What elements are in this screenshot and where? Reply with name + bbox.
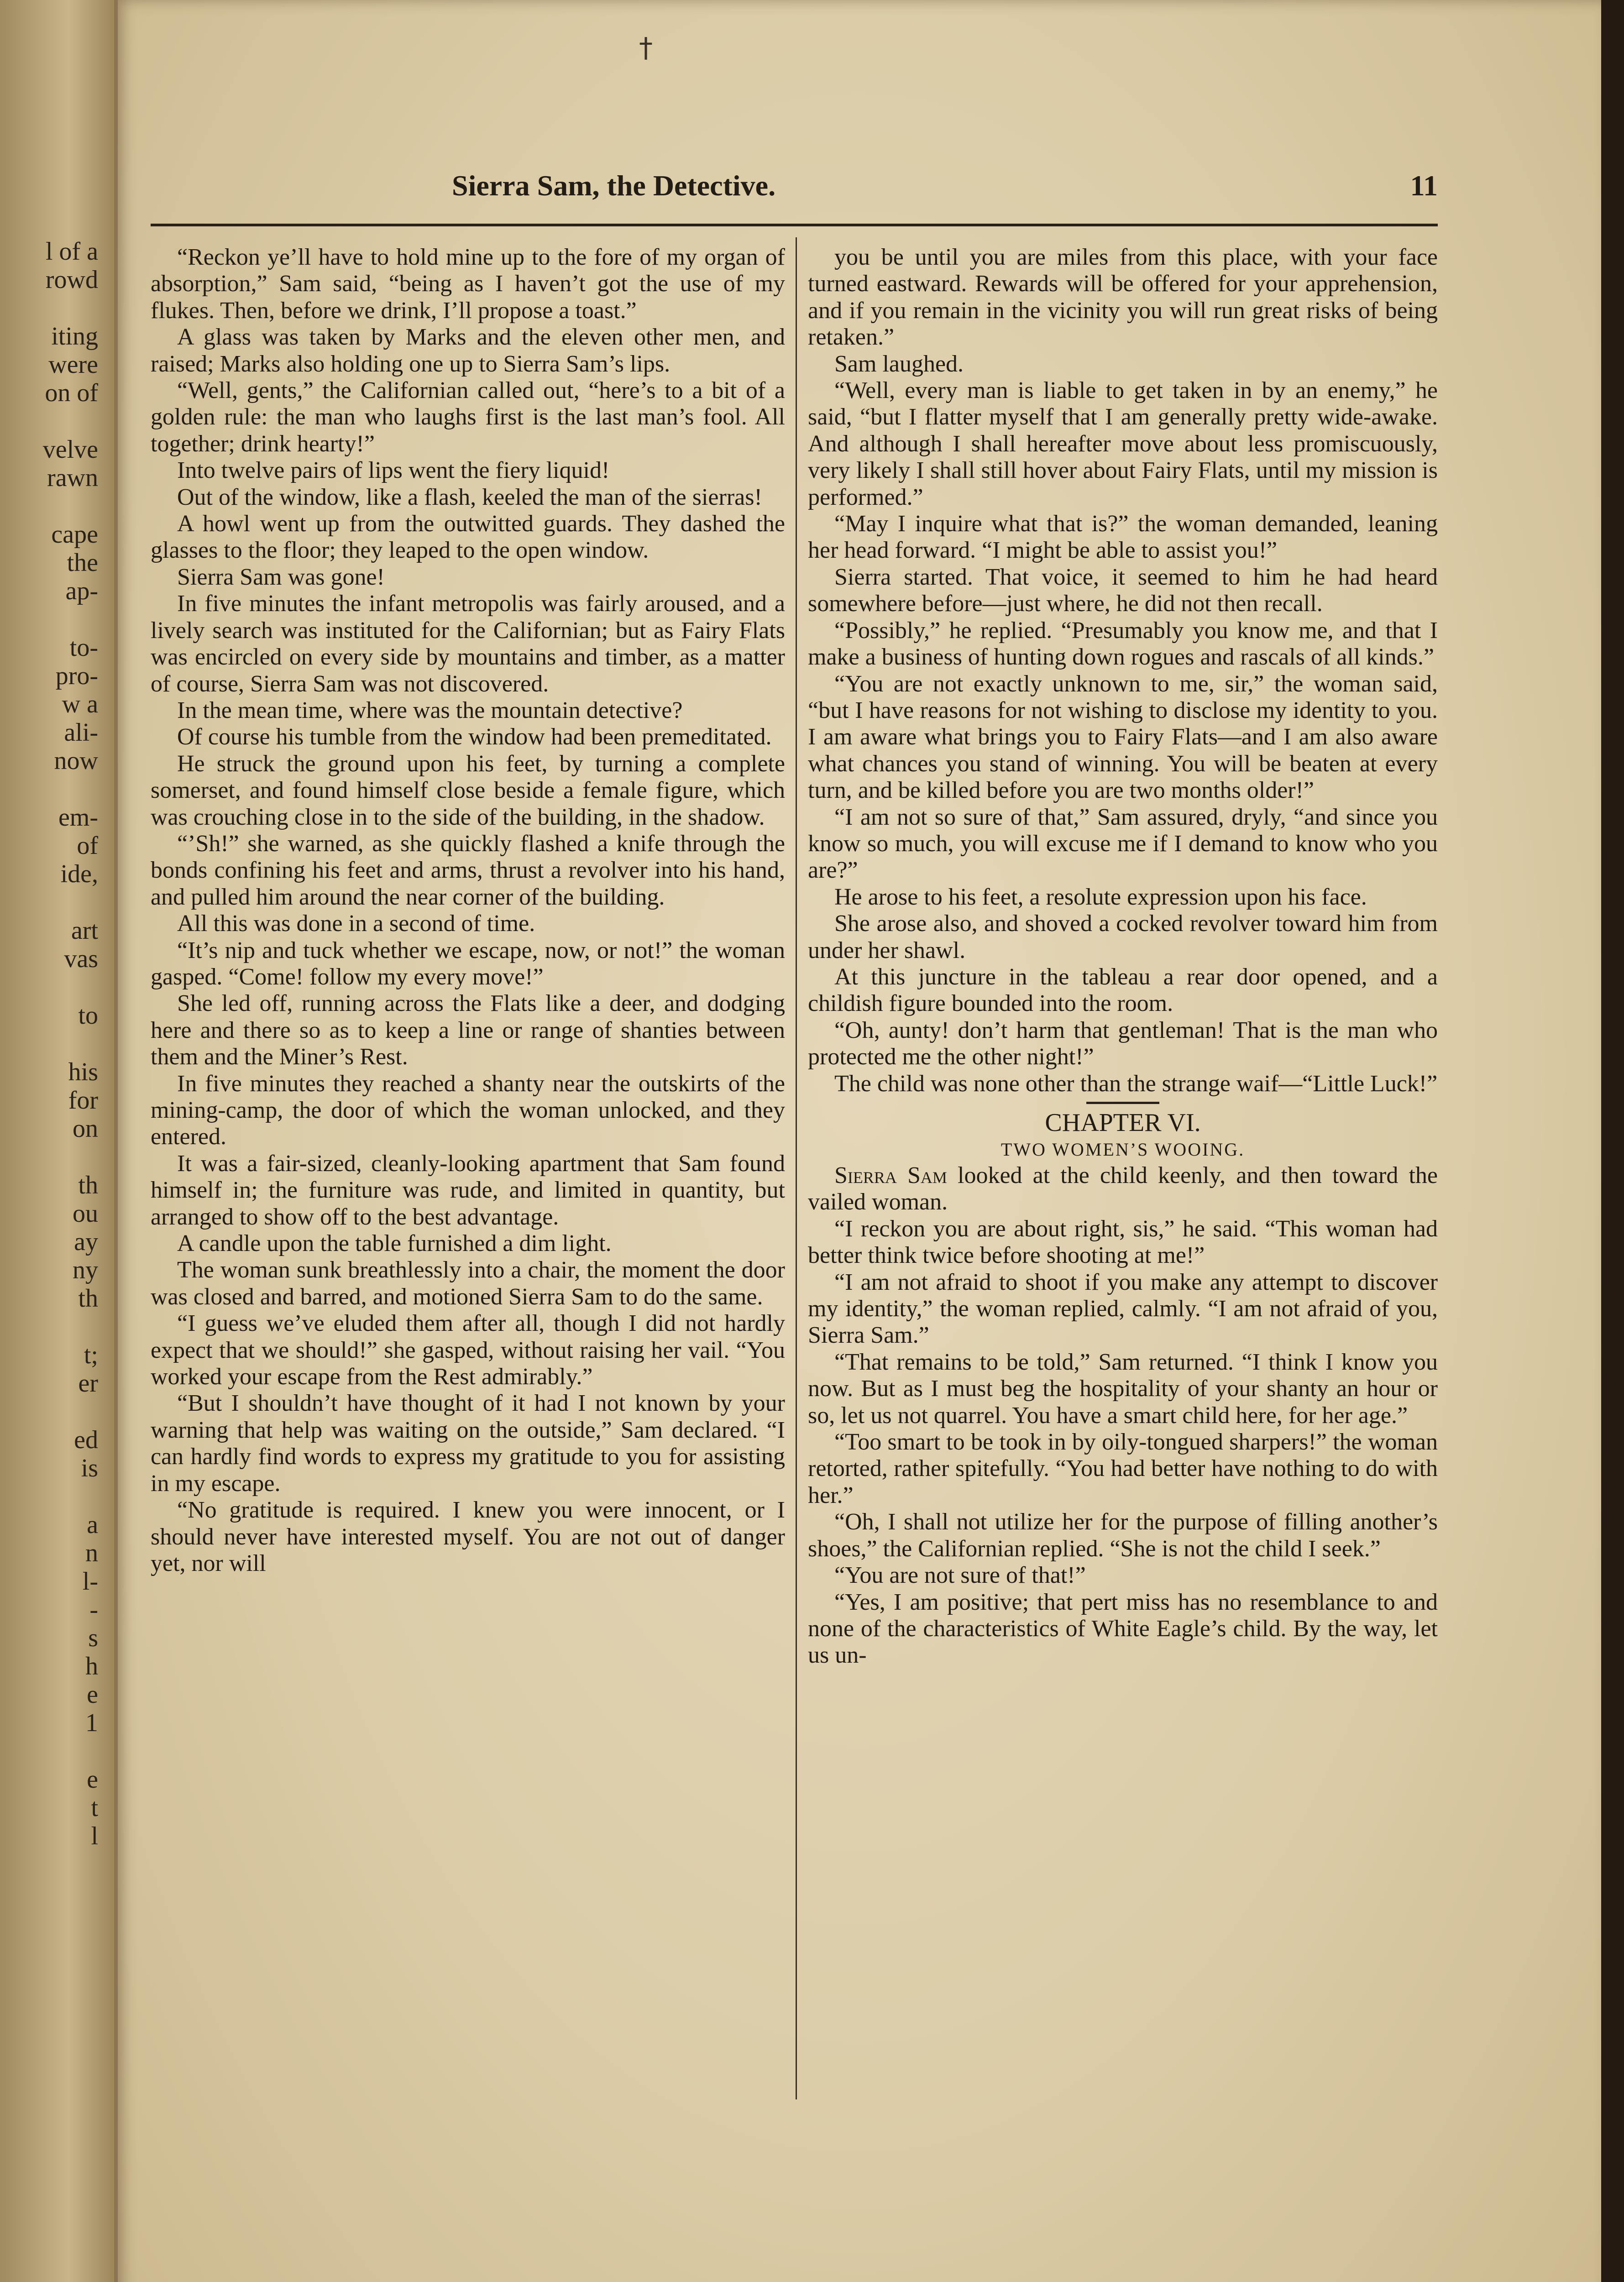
bleed-fragment: to- (69, 633, 98, 662)
bleed-fragment: n (85, 1539, 98, 1567)
bleed-fragment: ide, (60, 860, 98, 888)
bleed-fragment (0, 1030, 98, 1058)
paragraph: “Yes, I am positive; that pert miss has no resemblance to and none of the characteristics of White Eagle’s child. By the way, let us un- (808, 1589, 1438, 1669)
bleed-fragment (0, 407, 98, 435)
paragraph: She arose also, and shoved a cocked revolver toward him from under her shawl. (808, 911, 1438, 963)
bleed-fragment: - (89, 1596, 98, 1624)
bleed-fragment (0, 888, 98, 916)
bleed-fragment: l- (82, 1567, 98, 1596)
paragraph: “May I inquire what that is?” the woman demanded, leaning her head forward. “I might be able to assist you!” (808, 511, 1438, 564)
paragraph: “You are not sure of that!” (834, 1562, 1086, 1589)
bleed-fragment (0, 605, 98, 633)
right-column-part-b (808, 1216, 1438, 1669)
paragraph: In five minutes the infant metropolis was fairly aroused, and a lively search was instituted for the Californian; but as Fairy Flats was encircled on every side by mountains and timber, as a matter of course, Sierra Sam was not discovered. (151, 591, 785, 697)
bleed-fragment: art (71, 916, 98, 945)
paragraph: In five minutes they reached a shanty near the outskirts of the mining-camp, the door of which the woman unlocked, and they entered. (151, 1070, 785, 1150)
bleed-fragment (0, 1313, 98, 1341)
paragraph-text: looked at the child keenly, and then toward the vailed woman. (808, 1162, 1438, 1215)
bleed-fragment: the (67, 549, 98, 577)
paragraph: “No gratitude is required. I knew you were innocent, or I should never have interested myself. You are not out of danger yet, nor will (151, 1497, 785, 1576)
bleed-fragment (0, 1737, 98, 1765)
bleed-fragment (0, 973, 98, 1001)
paragraph: you be until you are miles from this place, with your face turned eastward. Rewards will be offered for your apprehension, and if you remain in the vicinity you will run great risks of being retaken.” (808, 244, 1438, 351)
paragraph: At this juncture in the tableau a rear door opened, and a childish figure bounded into the room. (808, 963, 1438, 1017)
column-divider (796, 237, 797, 2099)
paragraph: “Too smart to be took in by oily-tongued sharpers!” the woman retorted, rather spitefully. “You had better have nothing to do with her.” (808, 1429, 1438, 1508)
paragraph: A candle upon the table furnished a dim light. (177, 1230, 612, 1257)
chapter-title: CHAPTER VI. (1045, 1109, 1201, 1137)
paragraph: The child was none other than the strange waif—“Little Luck!” (834, 1070, 1438, 1097)
bleed-fragment (0, 294, 98, 322)
bleed-fragment: velve (42, 435, 98, 464)
bleed-fragment: ed (74, 1426, 98, 1454)
paragraph: It was a fair-sized, cleanly-looking apartment that Sam found himself in; the furniture was rude, and limited in quantity, but arranged to show off to the best advantage. (151, 1150, 785, 1230)
bleed-fragment: e (87, 1680, 98, 1709)
paragraph: “Oh, aunty! don’t harm that gentleman! That is the man who protected me the other night!” (808, 1017, 1438, 1070)
bleed-fragment: rawn (47, 464, 98, 492)
header-rule (151, 224, 1438, 226)
bleed-fragment: l (91, 1822, 98, 1850)
paragraph: “I am not afraid to shoot if you make any attempt to discover my identity,” the woman replied, calmly. “I am not afraid of you, Sierra Sam.” (808, 1269, 1438, 1349)
chapter-subtitle: TWO WOMEN’S WOOING. (1001, 1139, 1245, 1160)
paragraph: “I am not so sure of that,” Sam assured, dryly, “and since you know so much, you will excuse me if I demand to know who you are?” (808, 804, 1438, 884)
bleed-fragment: were (48, 351, 98, 379)
chapter-rule (1086, 1102, 1159, 1104)
bleed-fragment: on of (45, 379, 98, 407)
paragraph: “You are not exactly unknown to me, sir,” the woman said, “but I have reasons for not wishing to disclose my identity to you. I am aware what brings you to Fairy Flats—and I am also aware what chances you stand of winning. You will be beaten at every turn, and be killed before you are two months older!” (808, 670, 1438, 804)
bleed-fragment: for (68, 1086, 98, 1115)
page-number: 11 (1410, 169, 1438, 202)
left-column (151, 244, 785, 1577)
running-title: Sierra Sam, the Detective. (452, 169, 776, 202)
bleed-fragment: ou (73, 1199, 98, 1228)
bleed-fragment: now (54, 747, 98, 775)
bleed-fragment: er (78, 1369, 98, 1397)
bleed-fragment (0, 1397, 98, 1426)
bleed-fragment: t (91, 1794, 98, 1822)
paragraph: She led off, running across the Flats like a deer, and dodging here and there so as to keep a line or range of shanties between them and the Miner’s Rest. (151, 990, 785, 1070)
bleed-fragment: ap- (65, 577, 98, 605)
paragraph: “Reckon ye’ll have to hold mine up to the fore of my organ of absorption,” Sam said, “being as I haven’t got the use of my flukes. Then, before we drink, I’ll propose a toast.” (151, 244, 785, 324)
paragraph: “It’s nip and tuck whether we escape, now, or not!” the woman gasped. “Come! follow my every move!” (151, 937, 785, 990)
bleed-fragment: l of a (45, 237, 98, 266)
bleed-fragment: h (85, 1652, 98, 1680)
paragraph: “But I shouldn’t have thought of it had I not known by your warning that help was waiting on the outside,” Sam declared. “I can hardly find words to express my gratitude to you for assisting in my escape. (151, 1390, 785, 1497)
bleed-fragment: iting (51, 322, 98, 351)
paragraph: “Well, every man is liable to get taken in by an enemy,” he said, “but I flatter myself that I am generally pretty wide-awake. And although I shall hereafter move about less promiscuously, very likely I shall still hover about Fairy Flats, until my mission is performed.” (808, 377, 1438, 510)
paragraph: “Oh, I shall not utilize her for the purpose of filling another’s shoes,” the Californian replied. “She is not the child I seek.” (808, 1509, 1438, 1562)
bleed-fragment: 1 (85, 1709, 98, 1737)
bleed-fragment: s (88, 1624, 98, 1652)
paragraph: The woman sunk breathlessly into a chair, the moment the door was closed and barred, and motioned Sierra Sam to do the same. (151, 1257, 785, 1310)
bleed-fragment: pro- (55, 662, 98, 690)
bleed-fragment: th (78, 1171, 98, 1199)
bleed-fragment: on (73, 1115, 98, 1143)
bleed-fragment: rowd (45, 266, 98, 294)
bleed-fragment: a (87, 1511, 98, 1539)
bleed-fragment (0, 1482, 98, 1511)
paragraph: “I reckon you are about right, sis,” he said. “This woman had better think twice before shooting at me!” (808, 1215, 1438, 1269)
paragraph: “Possibly,” he replied. “Presumably you know me, and that I make a business of hunting down rogues and rascals of all kinds.” (808, 617, 1438, 670)
paragraph: “Well, gents,” the Californian called out, “here’s to a bit of a golden rule: the man who laughs first is the last man’s fool. All together; drink hearty!” (151, 377, 785, 457)
top-printer-mark: † (639, 32, 653, 64)
paragraph: Sierra Sam was gone! (177, 564, 385, 590)
bleed-fragment (0, 492, 98, 520)
bleed-fragment: to (78, 1001, 98, 1030)
bleed-fragment: vas (64, 945, 98, 973)
bleed-fragment: is (81, 1454, 98, 1482)
bleed-fragment (0, 1143, 98, 1171)
bleed-fragment (0, 775, 98, 803)
paragraph: “’Sh!” she warned, as she quickly flashed a knife through the bonds confining his feet and arms, thrust a revolver into his hand, and pulled him around the near corner of the building. (151, 830, 785, 910)
running-header (452, 169, 1438, 210)
bleed-fragment: his (68, 1058, 98, 1086)
paragraph: All this was done in a second of time. (177, 911, 535, 937)
paragraph: Into twelve pairs of lips went the fiery liquid! (177, 457, 610, 484)
bleed-fragment: ny (73, 1256, 98, 1284)
bleed-fragment: ay (74, 1228, 98, 1256)
bleed-fragment: w a (62, 690, 98, 718)
paragraph: Of course his tumble from the window had been premeditated. (177, 724, 772, 750)
right-column-part-a (808, 244, 1438, 1097)
drop-smallcaps: Sierra Sam (834, 1162, 947, 1188)
paragraph: “I guess we’ve eluded them after all, though I did not hardly expect that we should!” she gasped, without raising her vail. “You worked your escape from the Rest admirably.” (151, 1310, 785, 1390)
paragraph: A glass was taken by Marks and the eleven other men, and raised; Marks also holding one up to Sierra Sam’s lips. (151, 324, 785, 377)
paragraph: Sierra started. That voice, it seemed to him he had heard somewhere before—just where, he did not then recall. (808, 564, 1438, 617)
bleed-fragment: em- (58, 803, 98, 832)
paragraph: He arose to his feet, a resolute expression upon his face. (834, 884, 1367, 910)
paragraph: A howl went up from the outwitted guards. They dashed the glasses to the floor; they leaped to the open window. (151, 511, 785, 564)
paragraph: He struck the ground upon his feet, by turning a complete somerset, and found himself close beside a female figure, which was crouching close in to the side of the building, in the shadow. (151, 750, 785, 830)
paragraph: Sam laughed. (834, 351, 964, 377)
paragraph: “That remains to be told,” Sam returned. “I think I know you now. But as I must beg the hospitality of your shanty an hour or so, let us not quarrel. You have a smart child here, for her age.” (808, 1349, 1438, 1429)
bleed-fragment: e (87, 1765, 98, 1794)
paragraph: Out of the window, like a flash, keeled the man of the sierras! (177, 484, 762, 510)
bleed-fragment: of (77, 832, 98, 860)
bleed-fragment: t; (84, 1341, 98, 1369)
right-column (808, 244, 1438, 1669)
previous-page-bleed (0, 237, 100, 2017)
gutter-line (114, 0, 118, 2282)
bleed-fragment: cape (51, 520, 98, 549)
bleed-fragment: ali- (64, 718, 98, 747)
paragraph: In the mean time, where was the mountain detective? (177, 697, 683, 723)
paragraph (808, 1162, 1438, 1216)
bleed-fragment: th (78, 1284, 98, 1313)
